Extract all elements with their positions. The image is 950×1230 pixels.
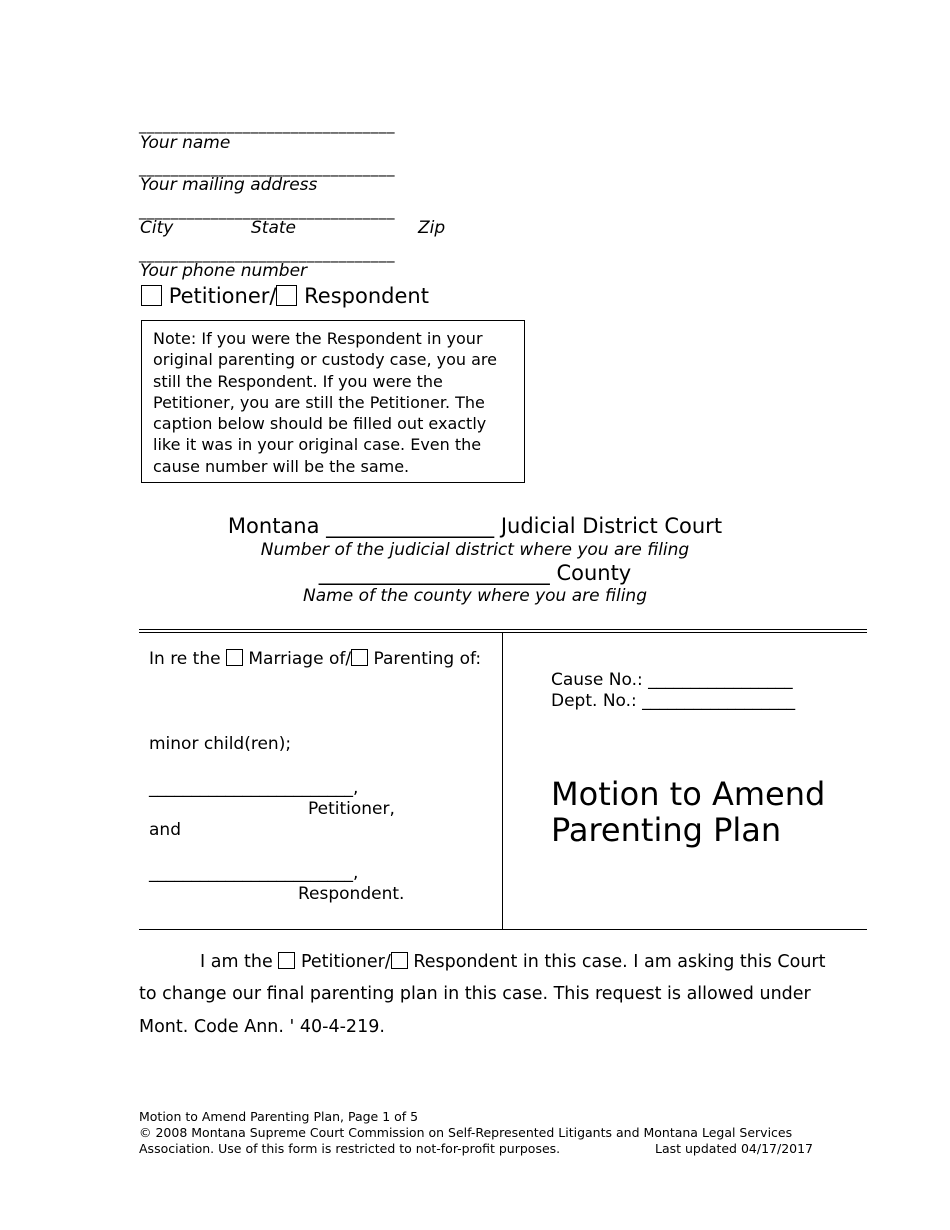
court-district-line: Montana ________________ Judicial District Court	[227, 514, 723, 538]
body-line-3: Mont. Code Ann. ' 40-4-219.	[139, 1017, 385, 1037]
body-respondent-checkbox[interactable]	[391, 952, 408, 969]
respondent-name-blank[interactable]: ________________________,	[149, 863, 359, 883]
marriage-checkbox[interactable]	[226, 649, 243, 666]
minor-children-label: minor child(ren);	[149, 734, 292, 754]
party-role-selector	[141, 284, 429, 308]
note-line: original parenting or custody case, you are	[153, 350, 497, 370]
note-line: Note: If you were the Respondent in your	[153, 329, 483, 348]
document-title-line1: Motion to Amend	[551, 775, 826, 813]
caption-top-rule	[139, 629, 867, 630]
in-re-line	[149, 649, 481, 669]
note-line: Petitioner, you are still the Petitioner. The	[153, 392, 485, 412]
respondent-checkbox[interactable]	[276, 285, 297, 306]
body-petitioner-label: Petitioner/	[300, 952, 391, 972]
note-line: cause number will be the same.	[153, 456, 410, 476]
note-line: like it was in your original case. Even the	[153, 435, 482, 455]
petitioner-name-blank[interactable]: ________________________,	[149, 778, 359, 798]
body-petitioner-checkbox[interactable]	[278, 952, 295, 969]
state-label: State	[251, 218, 296, 238]
address-label: Your mailing address	[140, 175, 318, 195]
petitioner-caption-label: Petitioner,	[308, 799, 395, 819]
caption-bottom-rule	[139, 929, 867, 930]
cause-number-field[interactable]: Cause No.: _________________	[551, 670, 793, 690]
zip-label: Zip	[418, 218, 446, 238]
footer-page-label: Motion to Amend Parenting Plan, Page 1 of 5	[139, 1109, 419, 1124]
city-label: City	[140, 218, 174, 238]
footer-copyright-line1: © 2008 Montana Supreme Court Commission on Self-Represented Litigants and Montana Legal Services	[139, 1125, 793, 1140]
note-line: caption below should be filled out exactly	[153, 414, 487, 434]
in-re-label: In re the	[149, 649, 221, 669]
name-blank-line[interactable]: ________________________________	[139, 116, 395, 134]
phone-label: Your phone number	[140, 261, 308, 281]
caption-divider	[502, 633, 503, 930]
name-label: Your name	[140, 133, 231, 153]
footer-copyright-line2: Association. Use of this form is restricted to not-for-profit purposes.	[139, 1141, 561, 1156]
county-line: ______________________ County	[318, 561, 632, 585]
footer-last-updated: Last updated 04/17/2017	[655, 1141, 814, 1156]
petitioner-checkbox[interactable]	[141, 285, 162, 306]
body-respondent-text: Respondent in this case. I am asking this Court	[413, 952, 826, 972]
respondent-caption-label: Respondent.	[298, 884, 405, 904]
marriage-label: Marriage of/	[248, 649, 352, 669]
court-district-hint: Number of the judicial district where you are filing	[260, 540, 690, 560]
document-title-line2: Parenting Plan	[551, 811, 782, 849]
body-line-2: to change our final parenting plan in this case. This request is allowed under	[139, 984, 811, 1004]
county-hint: Name of the county where you are filing	[303, 586, 647, 606]
city-state-zip-blank-line[interactable]: ________________________________	[139, 202, 395, 220]
note-line: still the Respondent. If you were the	[153, 371, 443, 391]
and-label: and	[149, 820, 181, 840]
phone-blank-line[interactable]: ________________________________	[139, 245, 395, 263]
body-line-1	[200, 952, 825, 972]
parenting-label: Parenting of:	[373, 649, 482, 669]
note-box	[141, 320, 525, 483]
petitioner-label: Petitioner/	[168, 284, 277, 308]
caption-top-rule-inner	[139, 632, 867, 633]
dept-number-field[interactable]: Dept. No.: __________________	[551, 691, 796, 711]
respondent-label: Respondent	[304, 284, 429, 308]
parenting-checkbox[interactable]	[351, 649, 368, 666]
address-blank-line[interactable]: ________________________________	[139, 159, 395, 177]
body-prefix: I am the	[200, 952, 273, 972]
